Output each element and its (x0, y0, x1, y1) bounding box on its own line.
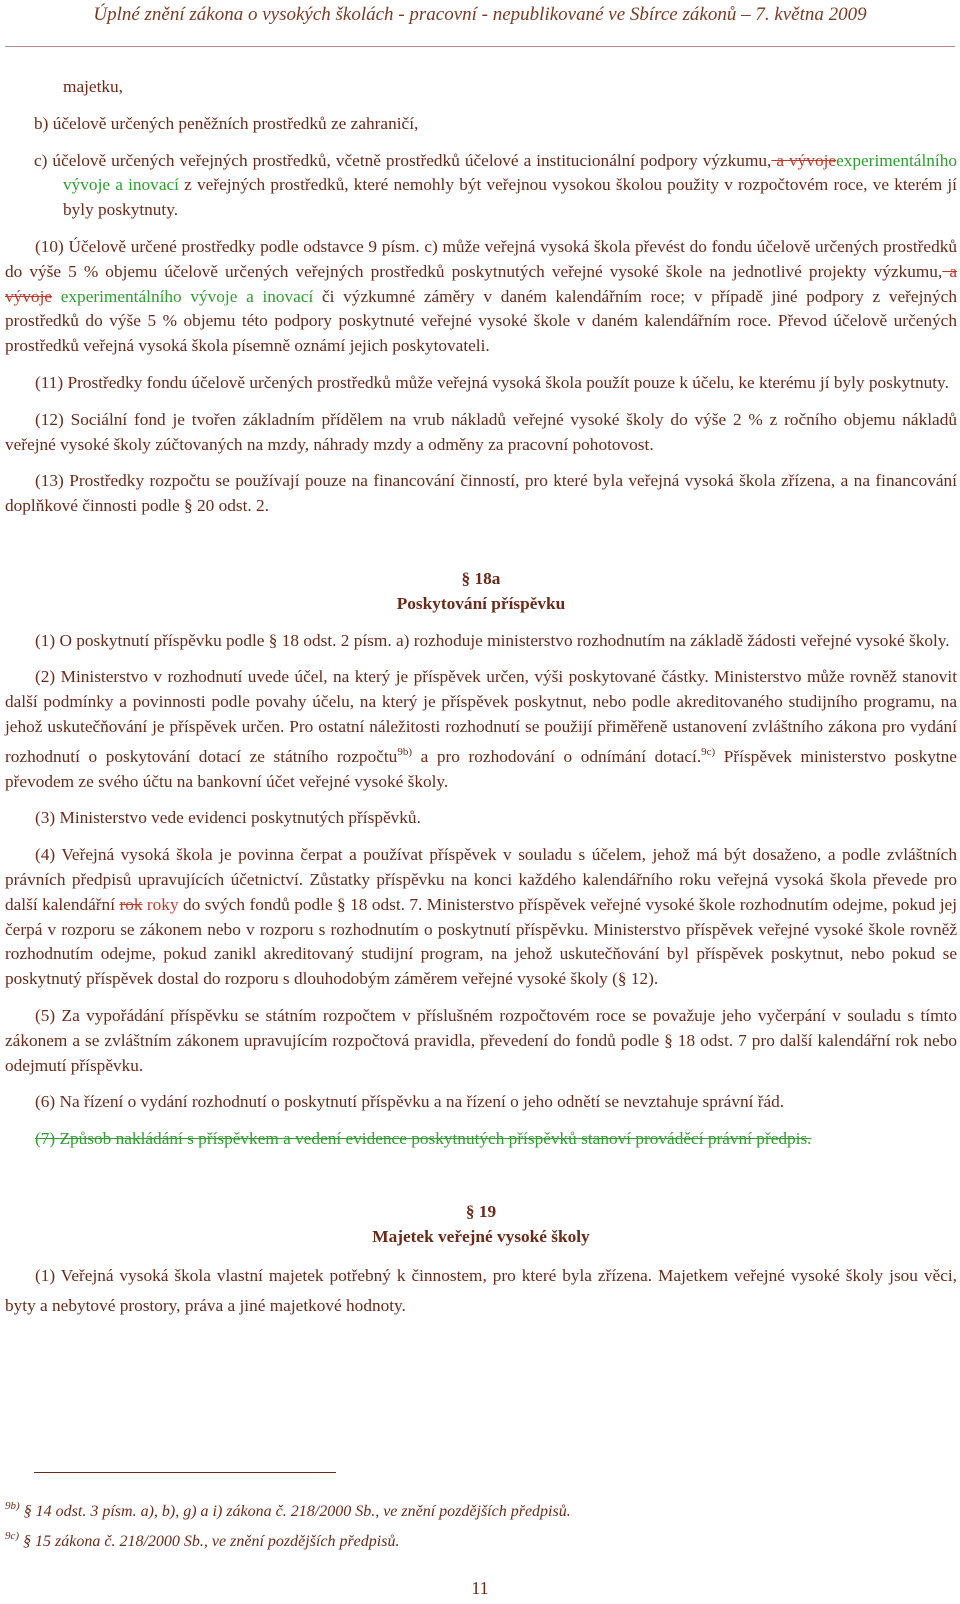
item-b: b) účelově určených peněžních prostředků ze zahraničí, (34, 113, 419, 133)
paragraph-11: (11) Prostředky fondu účelově určených prostředků může veřejná vysoká škola použít pouze k účelu, ke kterému jí byly poskytnuty. (35, 372, 949, 392)
document-body (5, 75, 957, 1333)
paragraph-10-rest: či výzkumné záměry v daném kalendářním roce; v případě jiné podpory z veřejných prostředků do výše 5 % objemu této podpory poskytnuté veřejné vysoké škole v daném kalendářním roce. Převod účelově určených prostředků veřejná vysoká škola písemně oznámí jejich poskytovateli. (5, 286, 957, 356)
item-c (5, 149, 957, 223)
section-18a-paragraph-2 (5, 665, 957, 794)
footnote-ref-9c[interactable]: 9c) (701, 745, 716, 758)
section-18a-paragraph-4-text: (4) Veřejná vysoká škola je povinna čerpat a používat příspěvek v souladu s účelem, jehož má být dosaženo, a podle zvláštních právních předpisů upravujících účetnictví. Zůstatky příspěvku na konci každého kalendářního roku veřejná vysoká škola převede pro další kalendářní (5, 845, 957, 914)
page-header: Úplné znění zákona o vysokých školách - pracovní - nepublikované ve Sbírce zákonů – 7. května 2009 (93, 4, 867, 25)
section-18a-paragraph-4-deleted: rok (119, 894, 143, 914)
section-18a-number: § 18a (461, 568, 501, 588)
footnote-9c-mark: 9c) (5, 1530, 20, 1542)
footnote-9c (5, 1524, 955, 1554)
paragraph-10 (5, 235, 957, 359)
page-number: 11 (471, 1578, 489, 1598)
paragraph-10-inserted: experimentálního vývoje a inovací (52, 286, 314, 306)
footnote-9b-mark: 9b) (5, 1500, 20, 1512)
footnote-ref-9b[interactable]: 9b) (397, 745, 412, 758)
section-18a-paragraph-4 (5, 843, 957, 992)
footnote-9b-text: § 14 odst. 3 písm. a), b), g) a i) zákona č. 218/2000 Sb., ve znění pozdějších předpisů. (19, 1503, 571, 1520)
section-18a-paragraph-4-rest: do svých fondů podle § 18 odst. 7. Ministerstvo příspěvek veřejné vysoké škole rozhodnutím odejme, pokud jej čerpá v rozporu se zákonem nebo v rozporu s rozhodnutím o poskytnutí příspěvku. Ministerstvo příspěvek veřejné vysoké škole rovněž rozhodnutím odejme, pokud zanikl akreditovaný studijní program, na jehož uskutečňování byl příspěvek poskytnut, nebo pokud se poskytnutý příspěvek dostal do rozporu s dlouhodobým záměrem veřejné vysoké školy (§ 12). (5, 894, 958, 989)
item-c-deleted: a vývoje (771, 150, 837, 170)
paragraph-13: (13) Prostředky rozpočtu se používají pouze na financování činností, pro které byla veřejná vysoká škola zřízena, a na financování doplňkové činnosti podle § 20 odst. 2. (5, 471, 957, 516)
item-c-text: c) účelově určených veřejných prostředků, včetně prostředků účelové a institucionální podpory výzkumu, (34, 150, 772, 170)
section-19-paragraph-1: (1) Veřejná vysoká škola vlastní majetek potřebný k činnostem, pro které byla zřízena. Majetkem veřejné vysoké školy jsou věci, byty a nebytové prostory, práva a jiné majetkové hodnoty. (5, 1266, 957, 1316)
section-19-title: Majetek veřejné vysoké školy (372, 1226, 590, 1246)
section-18a-paragraph-6: (6) Na řízení o vydání rozhodnutí o poskytnutí příspěvku a na řízení o jeho odnětí se nevztahuje správní řád. (35, 1092, 785, 1112)
footnote-9c-text: § 15 zákona č. 218/2000 Sb., ve znění pozdějších předpisů. (19, 1533, 400, 1550)
section-18a-paragraph-4-inserted: roky (142, 894, 179, 914)
paragraph-10-text: (10) Účelově určené prostředky podle odstavce 9 písm. c) může veřejná vysoká škola převést do fondu účelově určených prostředků do výše 5 % objemu účelově určených veřejných prostředků poskytnutých veřejné vysoké škole na jednotlivé projekty výzkumu, (5, 236, 957, 281)
section-18a-paragraph-2-mid: a pro rozhodování o odnímání dotací. (412, 746, 702, 766)
item-a-tail: majetku, (63, 77, 123, 96)
section-18a-title: Poskytování příspěvku (396, 593, 566, 613)
paragraph-10-deleted: a vývoje (5, 261, 957, 306)
header-divider (5, 46, 955, 47)
item-c-rest: z veřejných prostředků, které nemohly být veřejnou vysokou školou použity v rozpočtovém roce, ve kterém jí byly poskytnuty. (63, 175, 957, 220)
section-18a-paragraph-1: (1) O poskytnutí příspěvku podle § 18 odst. 2 písm. a) rozhoduje ministerstvo rozhodnutím na základě žádosti veřejné vysoké školy. (35, 630, 950, 650)
footnote-9b (5, 1494, 955, 1524)
footnotes (5, 1494, 955, 1554)
section-18a-paragraph-2-text: (2) Ministerstvo v rozhodnutí uvede účel, na který je příspěvek určen, výši poskytované částky. Ministerstvo může rovněž stanovit další podmínky a povinnosti podle povahy účelu, na který je příspěvek poskytnut, nebo podle akreditovaného studijního programu, na jehož uskutečňování je příspěvek určen. Pro ostatní náležitosti rozhodnutí se použijí přiměřeně ustanovení zvláštního zákona pro vydání rozhodnutí o poskytování dotací ze státního rozpočtu (5, 667, 957, 766)
section-18a-paragraph-5: (5) Za vypořádání příspěvku se státním rozpočtem v příslušném rozpočtovém roce se považuje jeho vyčerpání v souladu s tímto zákonem a se zvláštním zákonem upravujícím rozpočtová pravidla, převedení do fondů podle § 18 odst. 7 pro další kalendářní rok nebo odejmutí příspěvku. (5, 1005, 957, 1075)
paragraph-12: (12) Sociální fond je tvořen základním přídělem na vrub nákladů veřejné vysoké školy do výše 2 % z ročního objemu nákladů veřejné vysoké školy zúčtovaných na mzdy, náhrady mzdy a odměny za pracovní pohotovost. (5, 409, 957, 454)
section-18a-paragraph-3: (3) Ministerstvo vede evidenci poskytnutých příspěvků. (35, 808, 421, 828)
item-c-inserted: experimentálního vývoje a inovací (63, 150, 957, 195)
section-19-number: § 19 (465, 1201, 497, 1221)
section-18a-paragraph-2-rest: Příspěvek ministerstvo poskytne převodem ze svého účtu na bankovní účet veřejné vysoké školy. (5, 746, 957, 791)
footnote-divider (34, 1472, 336, 1473)
section-18a-paragraph-7-deleted: (7) Způsob nakládání s příspěvkem a vedení evidence poskytnutých příspěvků stanoví prováděcí právní předpis. (35, 1129, 812, 1149)
